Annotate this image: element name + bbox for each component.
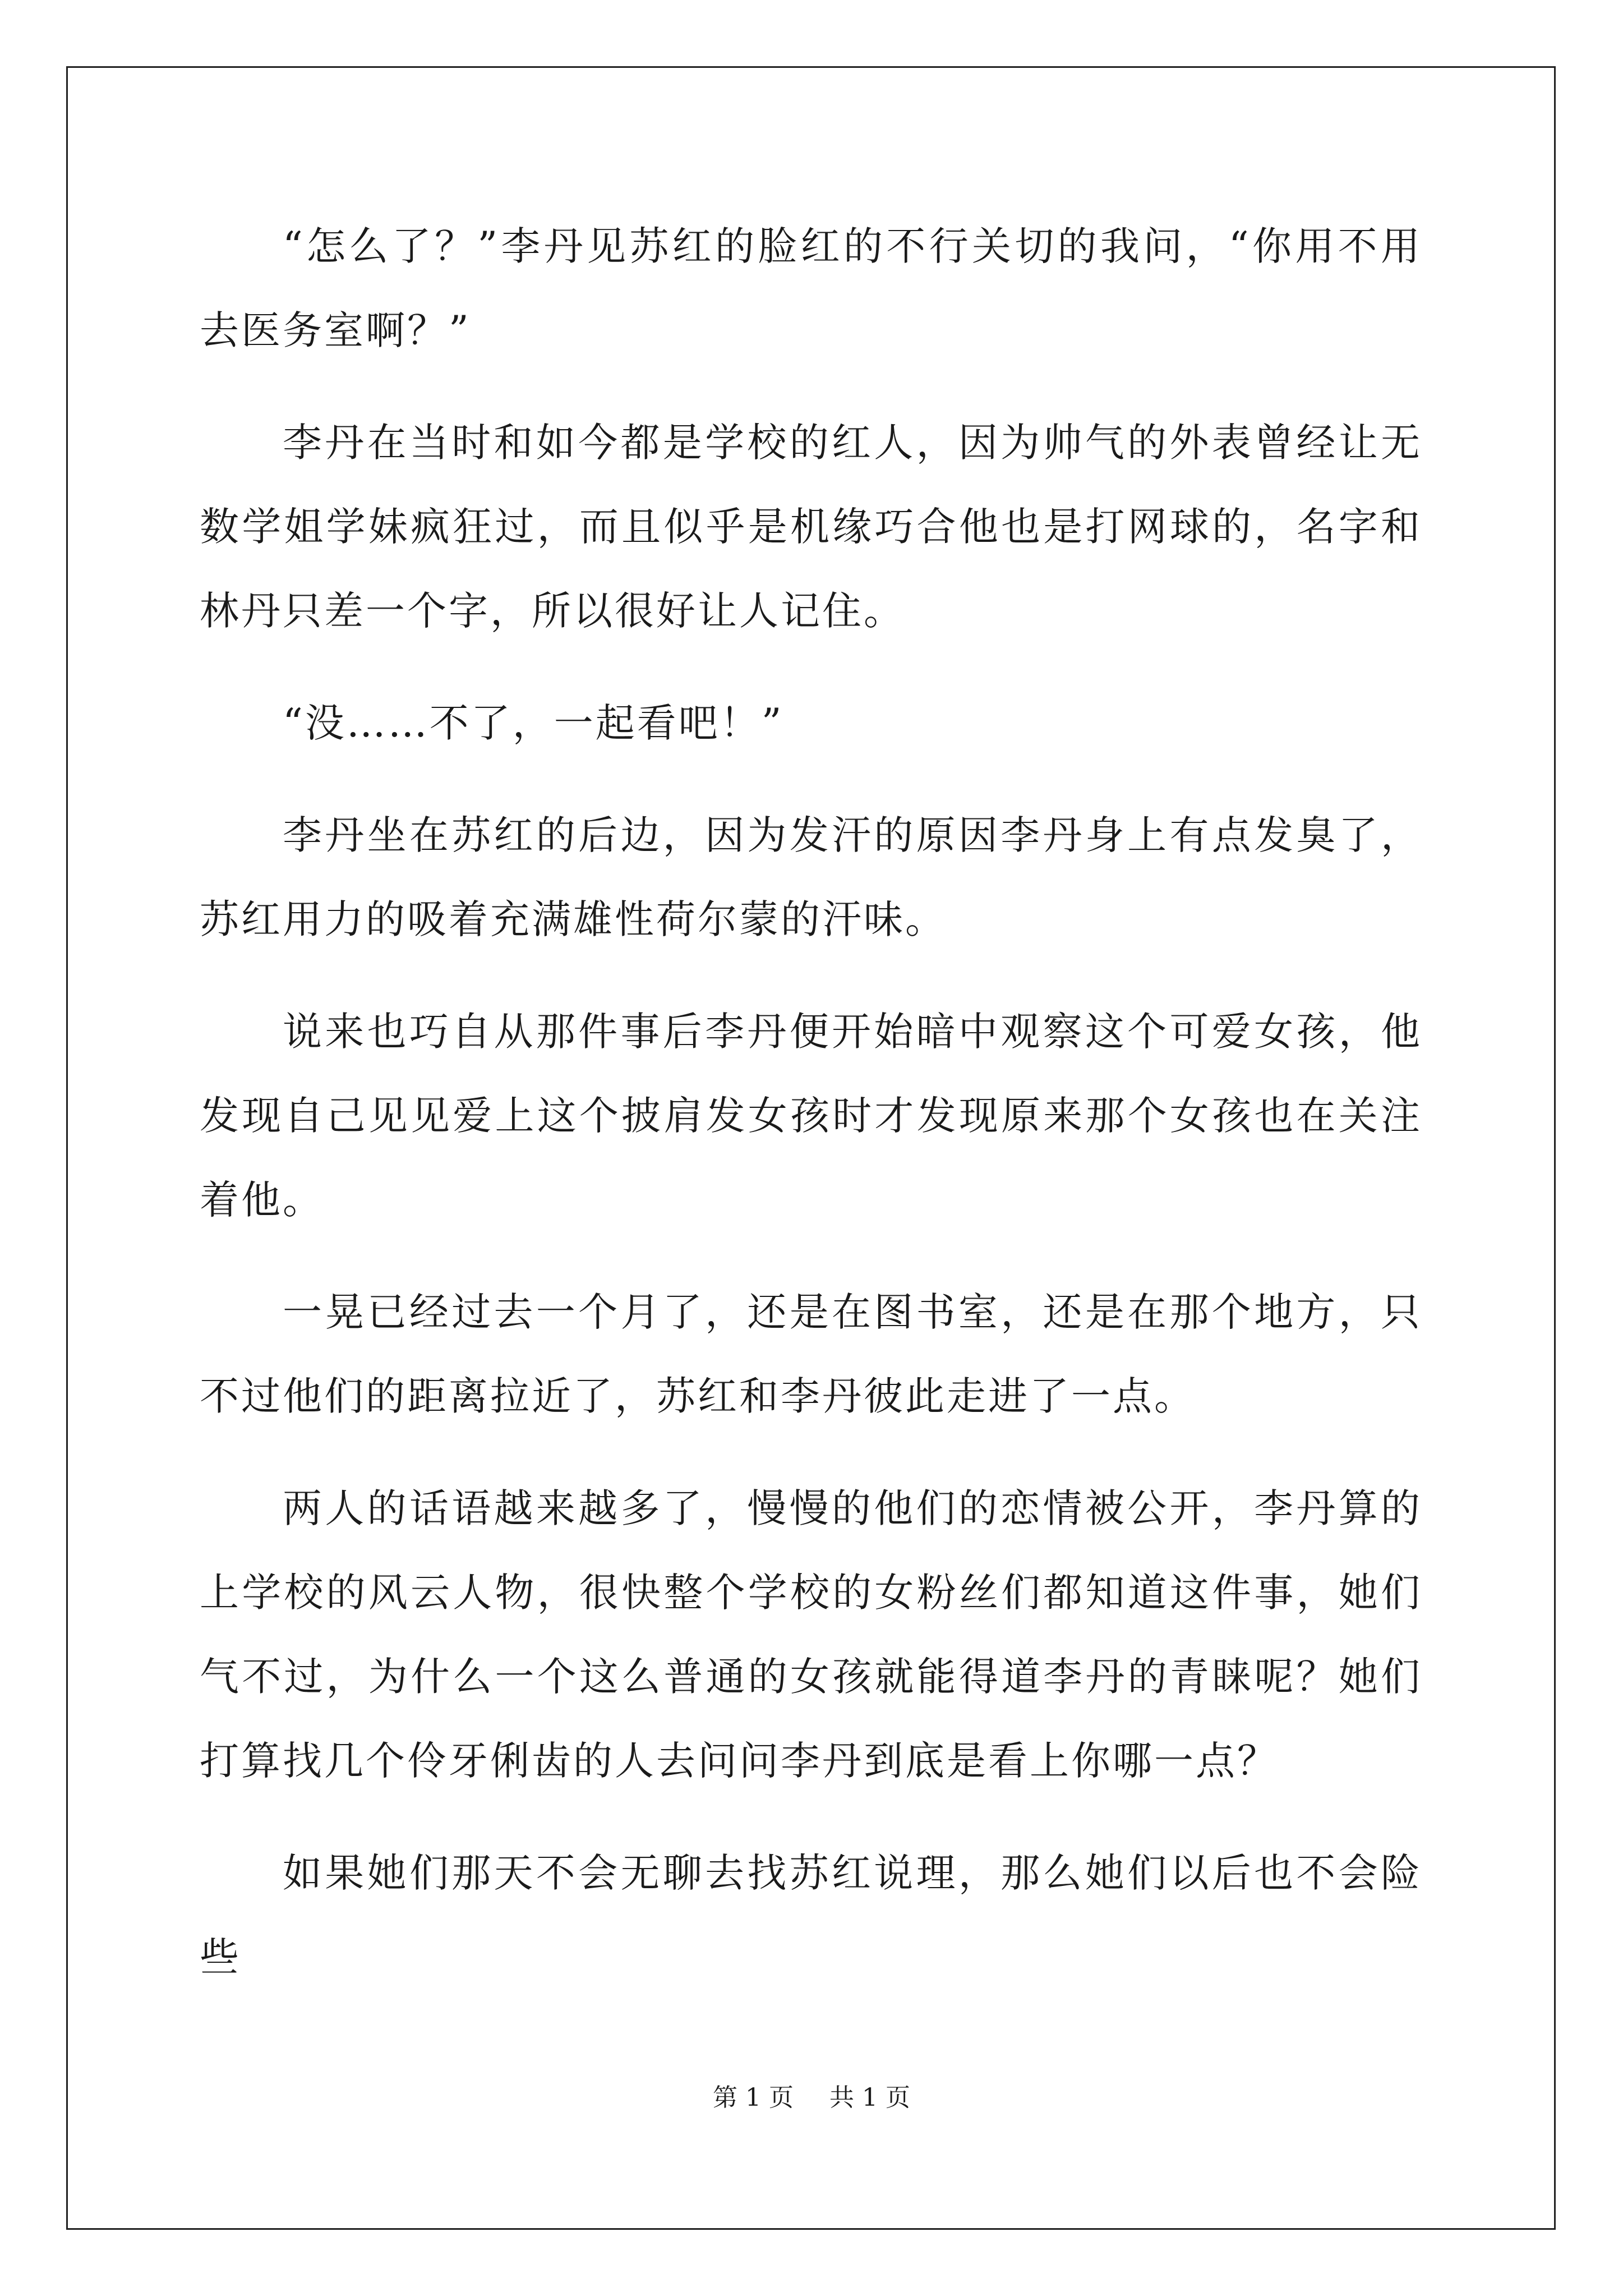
paragraph: “怎么了？”李丹见苏红的脸红的不行关切的我问，“你用不用去医务室啊？” (200, 223, 1422, 353)
paragraph: 李丹坐在苏红的后边，因为发汗的原因李丹身上有点发臭了，苏红用力的吸着充满雄性荷尔蒙的汗味。 (200, 812, 1422, 942)
paragraph: 李丹在当时和如今都是学校的红人，因为帅气的外表曾经让无数学姐学妹疯狂过，而且似乎是机缘巧合他也是打网球的，名字和林丹只差一个字，所以很好让人记住。 (200, 420, 1422, 634)
paragraph: 如果她们那天不会无聊去找苏红说理，那么她们以后也不会险些 (200, 1850, 1422, 1980)
page-number: 第 1 页 (713, 2083, 794, 2112)
page-footer (0, 2081, 1623, 2115)
paragraph: “没……不了，一起看吧！” (283, 700, 784, 746)
document-body (200, 204, 1422, 2027)
page-total: 共 1 页 (829, 2083, 910, 2112)
paragraph: 两人的话语越来越多了，慢慢的他们的恋情被公开，李丹算的上学校的风云人物，很快整个学校的女粉丝们都知道这件事，她们气不过，为什么一个这么普通的女孩就能得道李丹的青睐呢？她们打算找几个伶牙俐齿的人去问问李丹到底是看上你哪一点？ (200, 1485, 1422, 1784)
paragraph: 一晃已经过去一个月了，还是在图书室，还是在那个地方，只不过他们的距离拉近了，苏红和李丹彼此走进了一点。 (200, 1289, 1422, 1419)
paragraph: 说来也巧自从那件事后李丹便开始暗中观察这个可爱女孩，他发现自己见见爱上这个披肩发女孩时才发现原来那个女孩也在关注着他。 (200, 1009, 1422, 1223)
